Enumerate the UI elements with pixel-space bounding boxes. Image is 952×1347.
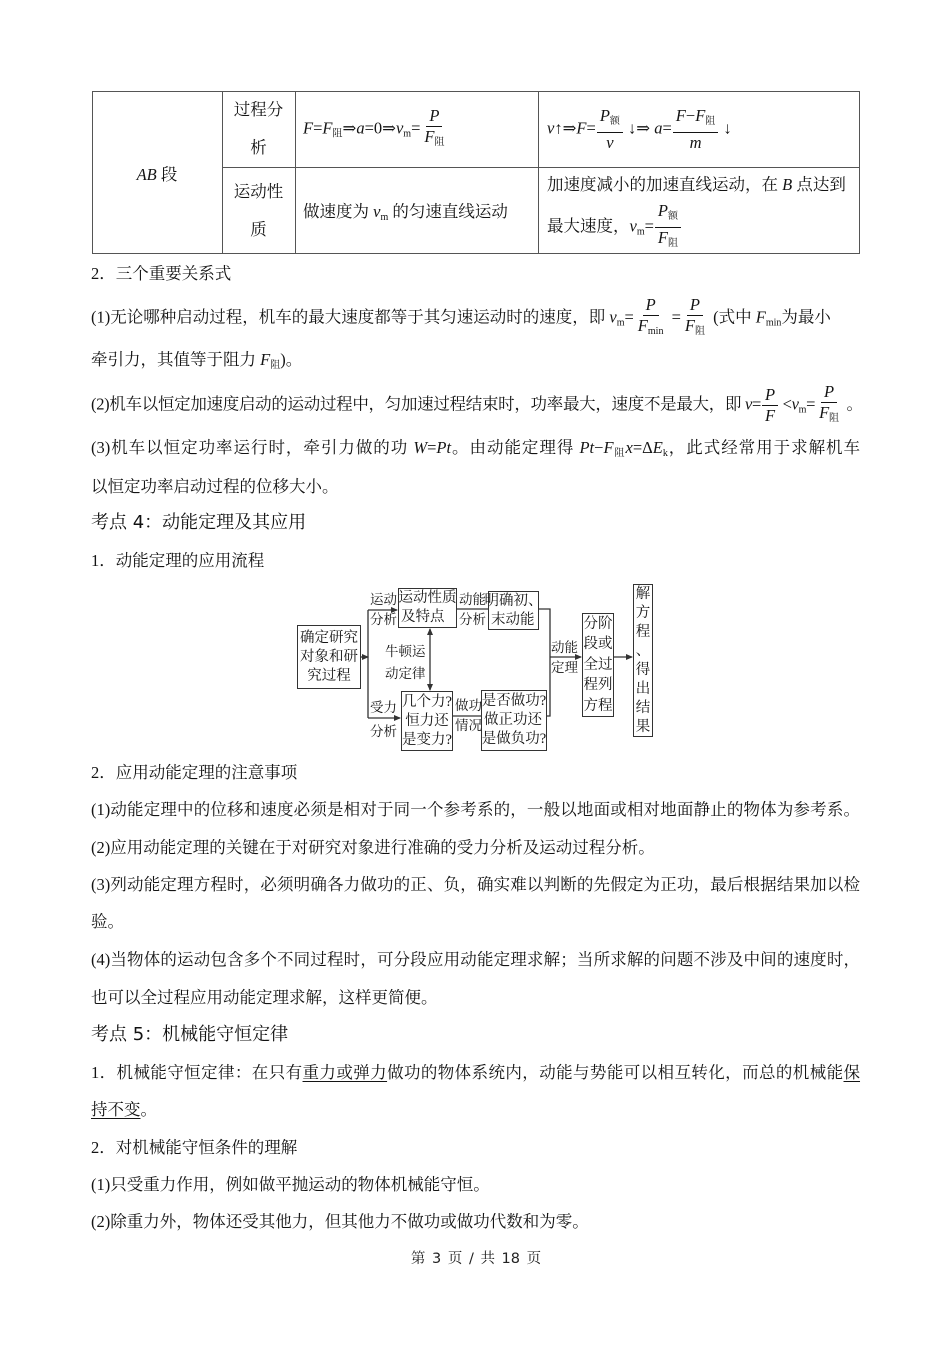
edge-label-text: 动能 (459, 592, 486, 607)
edge-label-text: 做功 (455, 698, 482, 713)
math-op: = (313, 117, 323, 137)
kaodian-4-heading: 考点 4：动能定理及其应用 (91, 512, 307, 533)
node-text: 恒力还 (405, 712, 449, 729)
text: 点达到 (792, 175, 846, 194)
edge-label-force-analysis (370, 696, 397, 744)
node-text: 是否做功? (481, 693, 547, 709)
text-line (547, 202, 682, 253)
node-work (481, 690, 547, 751)
relation-3-line-1 (91, 437, 860, 465)
fraction (655, 202, 681, 253)
math-op: = (752, 394, 762, 414)
math-var: F (765, 406, 775, 425)
math-op: = (806, 394, 816, 414)
edge-label-text: 分析 (459, 612, 486, 627)
math-op: = (427, 438, 437, 457)
row-label-text: 过程分 (233, 100, 284, 119)
math-var: E (652, 438, 663, 457)
node-text: 出 (635, 680, 651, 697)
node-forces (401, 691, 453, 751)
node-text: 做正功还 (484, 712, 542, 728)
node-text: 对象和研 (300, 648, 358, 665)
text: (3)机车以恒定功率运行时，牵引力做的功 (91, 438, 414, 457)
math-sub: 额 (668, 211, 679, 222)
math-var: v (547, 117, 555, 137)
edge-label-text: 动定律 (385, 666, 426, 681)
text: (2)机车以恒定加速度启动的运动过程中，匀加速过程结束时，功率最大，速度不是最大，即 (91, 394, 745, 414)
math-op: =0⇒ (364, 117, 396, 137)
math-var: F (819, 403, 829, 422)
edge-label-text: 分析 (370, 612, 397, 627)
math-var: Pt (436, 438, 452, 457)
fraction (635, 296, 667, 341)
text: 做速度为 (303, 202, 374, 221)
relation-2 (91, 383, 863, 428)
flow-subheading: 1．动能定理的应用流程 (91, 551, 265, 570)
fraction (816, 383, 841, 428)
math-var: F (695, 105, 706, 125)
kaodian-5-heading: 考点 5：机械能守恒定律 (91, 1024, 289, 1045)
math-var: v (791, 394, 799, 414)
math-var: B (782, 175, 793, 194)
node-text: 分阶 (583, 615, 613, 632)
underlined-text: 保 (843, 1063, 861, 1082)
node-text: 运动性质 (398, 590, 457, 606)
math-sub: k (662, 448, 668, 459)
text: 做功的物体系统内，动能与势能可以相互转化，而总的机械能 (387, 1063, 844, 1082)
note-line: (2)应用动能定理的关键在于对研究对象进行准确的受力分析及运动过程分析。 (91, 838, 655, 857)
math-op: = (586, 117, 596, 137)
math-sub: 阻 (270, 360, 281, 371)
kinetic-theorem-flowchart (290, 578, 670, 753)
math-op: = (411, 117, 421, 137)
node-text: 究过程 (307, 667, 351, 684)
edge-label-motion-analysis (370, 590, 397, 630)
node-text: 及特点 (401, 609, 445, 625)
node-text: 段或 (583, 636, 613, 653)
math-var: W (413, 438, 428, 457)
row-label-text: 运动性 (233, 181, 284, 201)
edge-label-text: 定理 (551, 660, 578, 675)
fraction (597, 107, 623, 152)
node-kinetic-energy (484, 591, 543, 630)
segment-var: AB (136, 164, 157, 184)
text: 为最小 (781, 307, 831, 327)
math-sub: m (636, 226, 645, 238)
fraction (421, 107, 447, 152)
math-var: v (373, 202, 381, 221)
math-var: P (824, 382, 834, 401)
note-line: (1)动能定理中的位移和速度必须是相对于同一个参考系的，一般以地面或相对地面静止的物体为参考系。 (91, 800, 860, 819)
math-var: F (424, 126, 435, 146)
row-label-text: 析 (250, 138, 267, 157)
text: )。 (280, 350, 303, 369)
edge-label-text: 动能 (551, 640, 578, 655)
math-sub: 阻 (668, 238, 679, 249)
node-equation (582, 613, 614, 717)
math-var: F (576, 117, 587, 137)
text: (式中 (708, 307, 756, 327)
node-text: 结 (635, 699, 651, 716)
note-line: 验。 (91, 912, 124, 931)
fraction (673, 107, 719, 152)
underlined-text: 重力或弹力 (302, 1063, 388, 1082)
text: 。由动能定理得 (451, 438, 580, 457)
node-determine-object (297, 625, 361, 689)
fraction (762, 386, 778, 425)
math-op: ↓ (719, 117, 732, 137)
node-solve (633, 584, 653, 737)
math-sub: 阻 (434, 136, 445, 148)
math-var: v (606, 132, 614, 152)
text: 1．机械能守恒定律：在只有 (91, 1063, 303, 1082)
note-line: 也可以全过程应用动能定理求解，这样更简便。 (91, 988, 438, 1007)
math-op: ↑⇒ (554, 117, 577, 137)
math-op: = (667, 307, 681, 327)
text: 牵引力，其值等于阻力 (91, 350, 261, 369)
text: 。 (140, 1100, 157, 1119)
node-text: 程 (635, 623, 651, 640)
edge-label-text: 受力 (370, 700, 397, 715)
math-sub: 额 (609, 115, 620, 127)
condition-line: (2)除重力外，物体还受其他力，但其他力不做功或做功代数和为零。 (91, 1212, 589, 1231)
motion-accelerating-text (538, 167, 860, 254)
math-var: F (675, 105, 686, 125)
process-accelerating-formula (538, 91, 860, 167)
math-sub: m (616, 317, 625, 329)
edge-label-text: 分析 (370, 724, 397, 739)
math-op: − (685, 105, 696, 125)
node-text: 方 (635, 604, 651, 621)
math-op: = (624, 307, 634, 327)
math-var: P (765, 385, 775, 404)
math-var: F (603, 438, 614, 457)
math-sub: 阻 (613, 448, 626, 459)
math-op: ⇒ (342, 117, 357, 137)
node-motion-nature (398, 588, 457, 628)
math-sub: m (403, 127, 412, 139)
note-line: (4)当物体的运动包含多个不同过程时，可分段应用动能定理求解；当所求解的问题不涉及中间的速度时， (91, 950, 860, 969)
row-label-text: 质 (250, 219, 267, 239)
text: (1)无论哪种启动过程，机车的最大速度都等于其匀速运动时的速度，即 (91, 307, 610, 327)
math-var: P (429, 105, 440, 125)
math-var: F (684, 316, 695, 335)
math-var: v (609, 307, 617, 327)
edge-label-work-status (455, 696, 482, 736)
node-text: 几个力? (402, 693, 452, 710)
edge-label-text: 运动 (370, 592, 397, 607)
math-op: = (644, 216, 654, 236)
fraction (682, 296, 708, 341)
math-sub: m (380, 212, 389, 223)
node-text: 末动能 (491, 611, 535, 628)
segment-label-cell (92, 91, 222, 254)
math-sub: 阻 (332, 127, 343, 139)
math-var: F (260, 350, 271, 369)
math-var: a (654, 117, 663, 137)
math-sub: min (765, 317, 782, 329)
math-sub: m (798, 404, 807, 416)
node-text: 确定研究 (300, 629, 358, 646)
node-text: 、 (635, 642, 651, 659)
math-op: < (778, 394, 792, 414)
math-sub: min (647, 326, 664, 337)
math-op: ↓⇒ (623, 117, 655, 137)
math-sub: 阻 (705, 115, 716, 127)
relation-3-line-2: 以恒定功率启动过程的位移大小。 (91, 477, 339, 496)
edge-label-text: 牛顿运 (385, 644, 426, 659)
condition-line: (1)只受重力作用，例如做平抛运动的物体机械能守恒。 (91, 1175, 490, 1194)
math-op: = (662, 117, 672, 137)
conservation-law-line-1 (91, 1062, 860, 1084)
math-var: F (755, 307, 766, 327)
node-text: 果 (635, 718, 651, 735)
edge-label-text: 情况 (455, 718, 482, 733)
section-heading: 2．三个重要关系式 (91, 264, 232, 283)
math-var: F (322, 117, 333, 137)
math-sub: 阻 (828, 413, 839, 424)
math-var: x (625, 438, 633, 457)
math-var: P (689, 295, 700, 314)
conditions-subheading: 2．对机械能守恒条件的理解 (91, 1138, 298, 1157)
conservation-law-line-2 (91, 1099, 157, 1121)
text-line (547, 174, 846, 196)
row-label-motion-nature (222, 167, 295, 254)
node-text: 得 (635, 661, 651, 678)
text: 最大速度， (547, 216, 630, 236)
node-text: 是做负功? (481, 731, 547, 747)
math-var: P (599, 105, 610, 125)
text: 的匀速直线运动 (388, 202, 508, 221)
edge-label-theorem (551, 638, 578, 678)
relation-1-line-1 (91, 296, 831, 341)
math-var: P (657, 201, 669, 220)
math-op: =Δ (632, 438, 653, 457)
page-footer: 第 3 页 / 共 18 页 (410, 1251, 542, 1267)
math-var: v (629, 216, 637, 236)
node-text: 程列 (583, 677, 613, 694)
edge-label-kinetic-analysis (459, 590, 486, 630)
edge-label-newton (385, 641, 426, 685)
node-text: 解 (635, 585, 651, 602)
row-label-process (222, 91, 295, 167)
segment-label: 段 (156, 164, 178, 184)
math-var: a (356, 117, 365, 137)
math-var: F (303, 117, 314, 137)
math-var: Pt (579, 438, 595, 457)
node-text: 方程 (583, 697, 613, 714)
process-uniform-formula (295, 91, 538, 167)
math-var: F (637, 316, 648, 335)
text: ，此式经常用于求解机车 (667, 438, 861, 457)
motion-uniform-text (295, 167, 538, 254)
math-op: − (594, 438, 604, 457)
math-var: v (744, 394, 752, 414)
node-text: 明确初、 (484, 592, 543, 609)
underlined-text: 持不变 (91, 1100, 141, 1119)
notes-subheading: 2．应用动能定理的注意事项 (91, 763, 298, 782)
text: 。 (842, 394, 863, 414)
math-var: F (657, 228, 669, 247)
text: 加速度减小的加速直线运动，在 (547, 175, 783, 194)
node-text: 全过 (583, 656, 613, 673)
math-var: P (645, 295, 656, 314)
note-line: (3)列动能定理方程时，必须明确各力做功的正、负，确实难以判断的先假定为正功，最后根据结果加以检 (91, 875, 860, 894)
node-text: 是变力? (402, 731, 452, 748)
math-var: m (689, 132, 702, 152)
math-sub: 阻 (694, 326, 705, 337)
relation-1-line-2 (91, 349, 302, 377)
math-var: v (395, 117, 404, 137)
